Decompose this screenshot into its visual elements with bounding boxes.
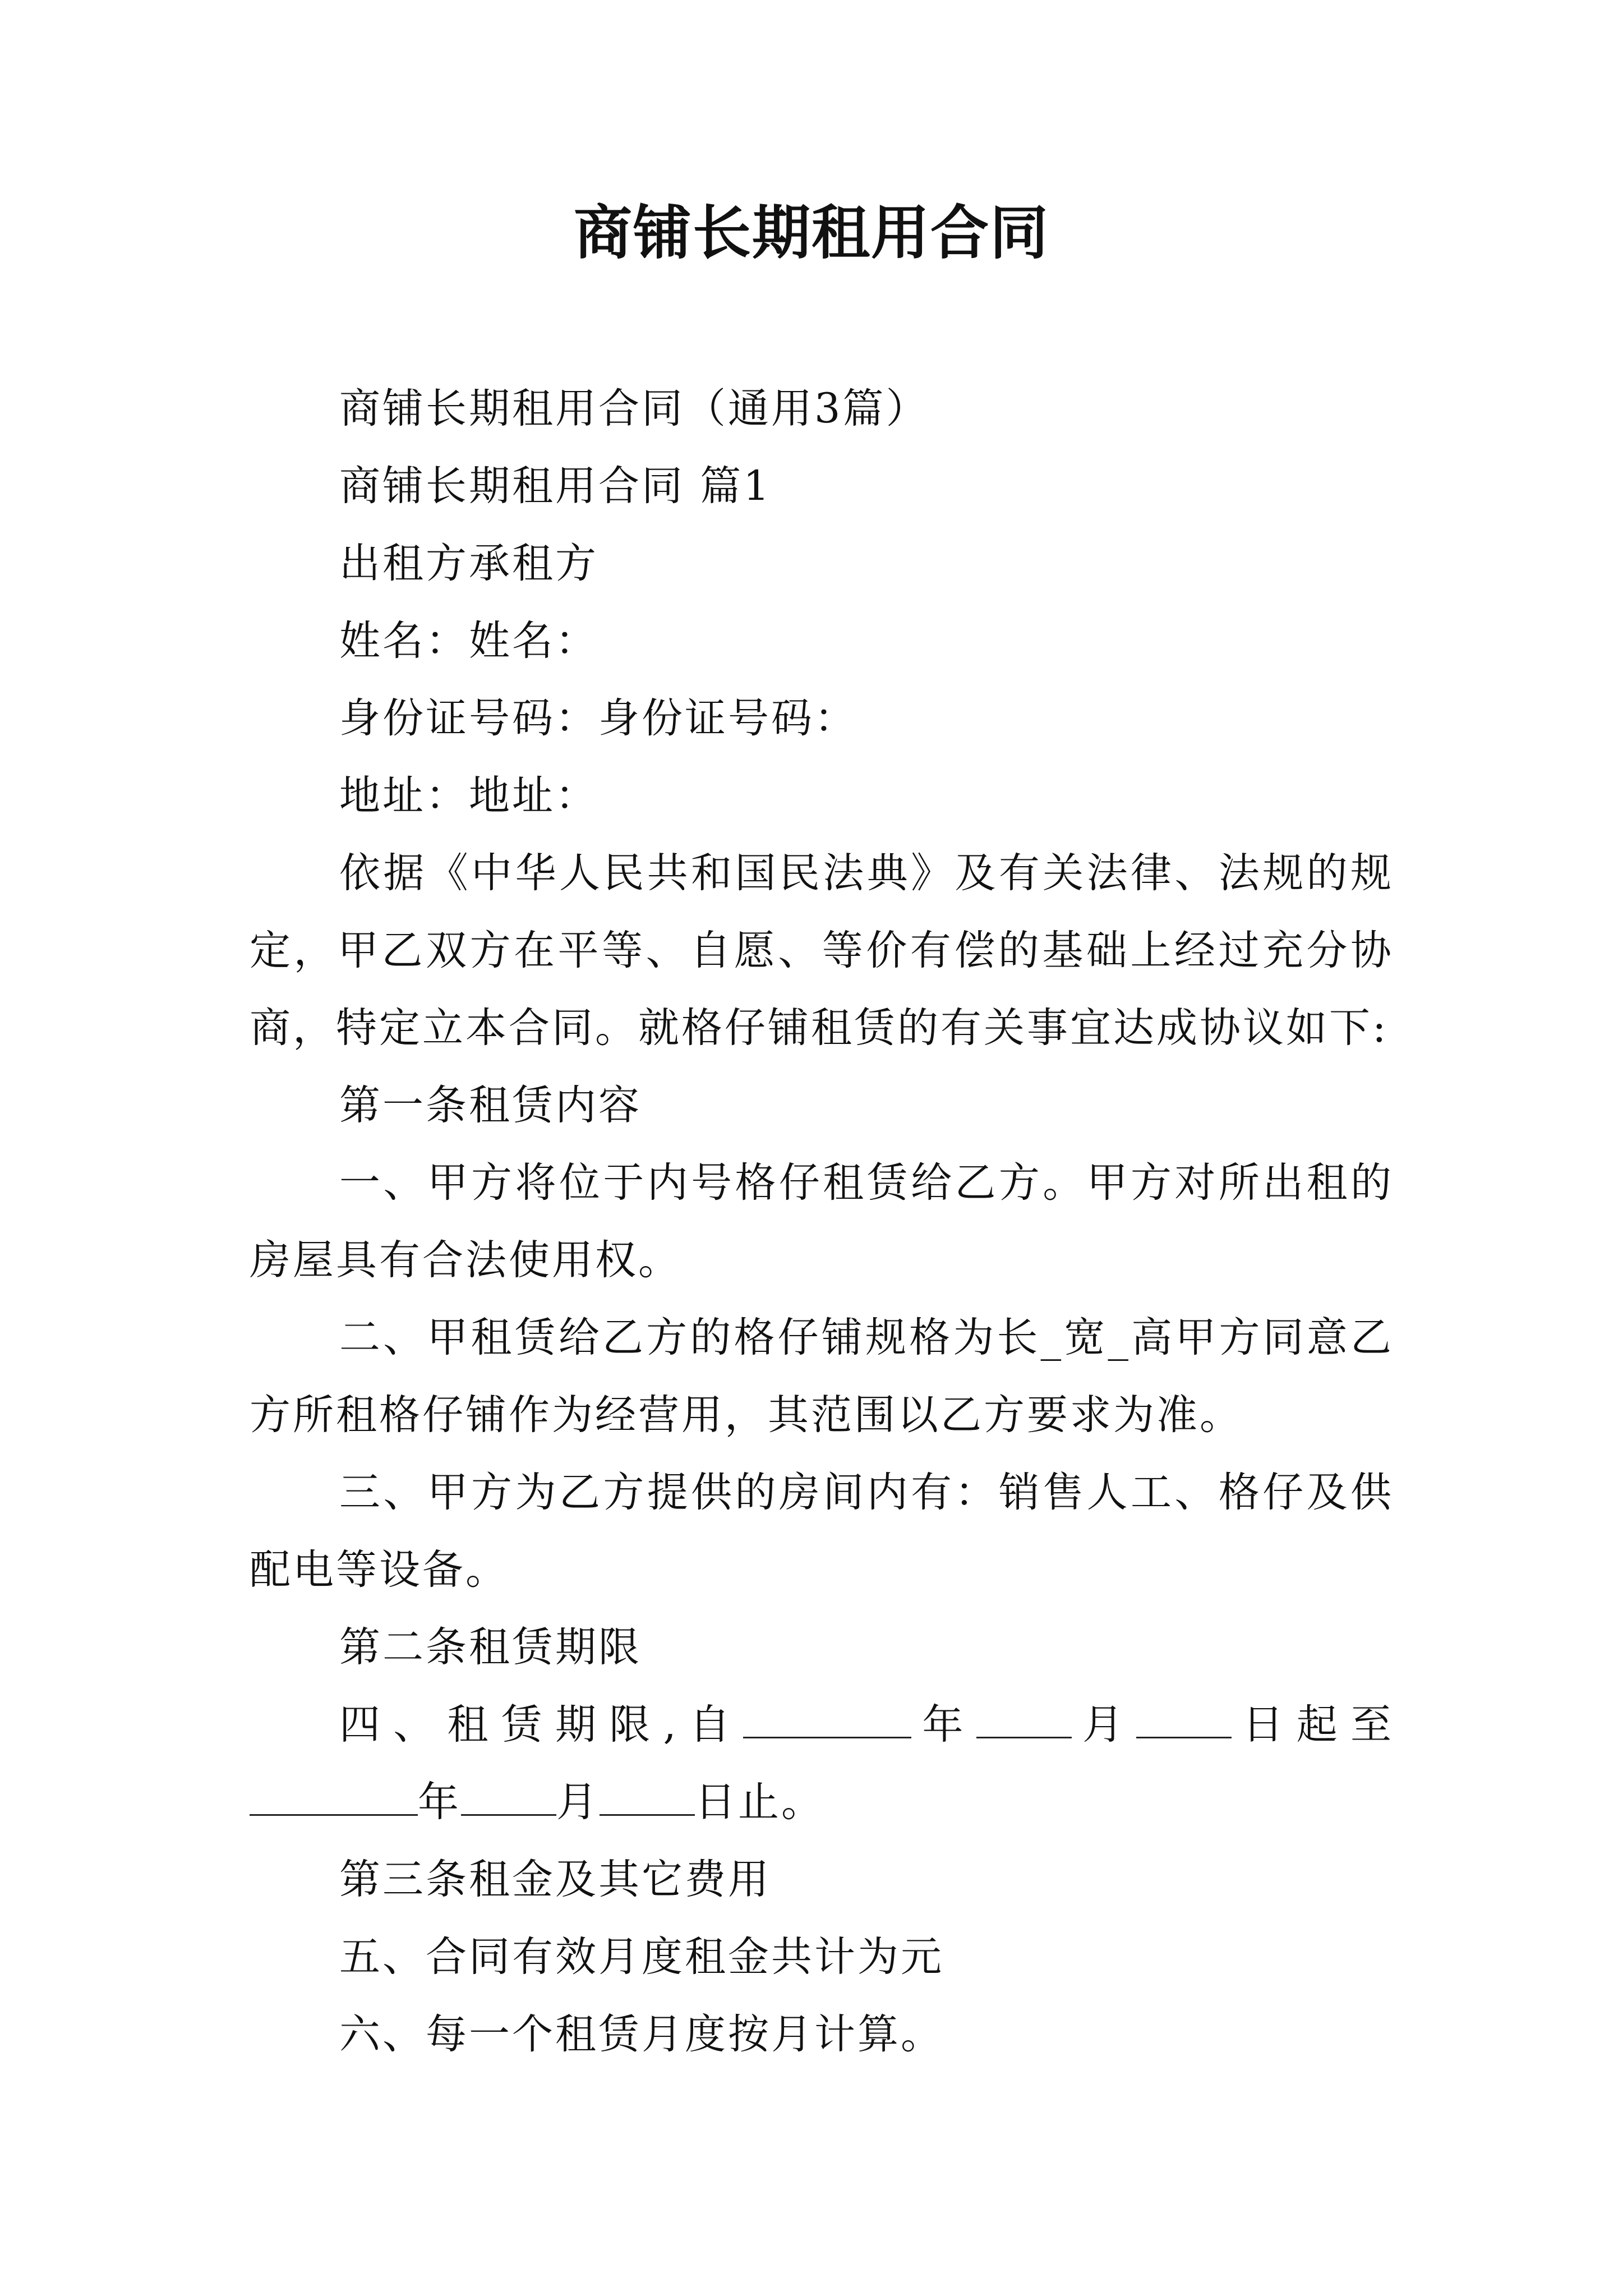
term-month-to: 月 — [556, 1778, 600, 1826]
blank-day-from — [1136, 1696, 1232, 1738]
paragraph-preamble: 依据《中华人民共和国民法典》及有关法律、法规的规定，甲乙双方在平等、自愿、等价有偿的基础上经过充分协商，特定立本合同。就格仔铺租赁的有关事宜达成协议如下: — [250, 849, 1394, 1052]
paragraph-article-2-heading: 第二条租赁期限 — [339, 1623, 642, 1671]
paragraph-article-3-heading: 第三条租金及其它费用 — [339, 1856, 771, 1903]
term-day-to: 日止。 — [695, 1778, 824, 1826]
term-year-from: 年 — [911, 1701, 976, 1749]
term-day-from: 日起至 — [1232, 1701, 1394, 1749]
paragraph-clause-1: 一、甲方将位于内号格仔租赁给乙方。甲方对所出租的房屋具有合法使用权。 — [250, 1159, 1394, 1284]
paragraph-clause-2: 二、甲租赁给乙方的格仔铺规格为长_宽_高甲方同意乙方所租格仔铺作为经营用，其范围以乙方要求为准。 — [250, 1314, 1394, 1439]
paragraph-clause-5: 五、合同有效月度租金共计为元 — [339, 1933, 944, 1981]
paragraph-clause-4-term — [250, 1686, 1394, 1841]
blank-year-from — [743, 1696, 911, 1738]
term-prefix: 四、租赁期限,自 — [339, 1701, 744, 1749]
paragraph-subtitle: 商铺长期租用合同（通用3篇） — [339, 385, 929, 432]
paragraph-part-heading: 商铺长期租用合同 篇1 — [339, 462, 772, 510]
term-month-from: 月 — [1071, 1701, 1137, 1749]
paragraph-clause-6: 六、每一个租赁月度按月计算。 — [339, 2010, 944, 2058]
blank-day-to — [600, 1774, 695, 1816]
document-title: 商铺长期租用合同 — [573, 198, 1049, 267]
paragraph-clause-3: 三、甲方为乙方提供的房间内有：销售人工、格仔及供配电等设备。 — [250, 1469, 1394, 1594]
blank-month-to — [461, 1774, 556, 1816]
paragraph-parties: 出租方承租方 — [339, 540, 598, 587]
paragraph-address-fields: 地址：地址： — [339, 772, 598, 820]
term-year-to: 年 — [418, 1778, 461, 1826]
blank-year-to — [250, 1774, 418, 1816]
paragraph-id-fields: 身份证号码：身份证号码： — [339, 694, 857, 742]
paragraph-article-1-heading: 第一条租赁内容 — [339, 1082, 642, 1129]
paragraph-name-fields: 姓名：姓名： — [339, 617, 598, 665]
blank-month-from — [976, 1696, 1072, 1738]
document-body — [250, 370, 1394, 2073]
